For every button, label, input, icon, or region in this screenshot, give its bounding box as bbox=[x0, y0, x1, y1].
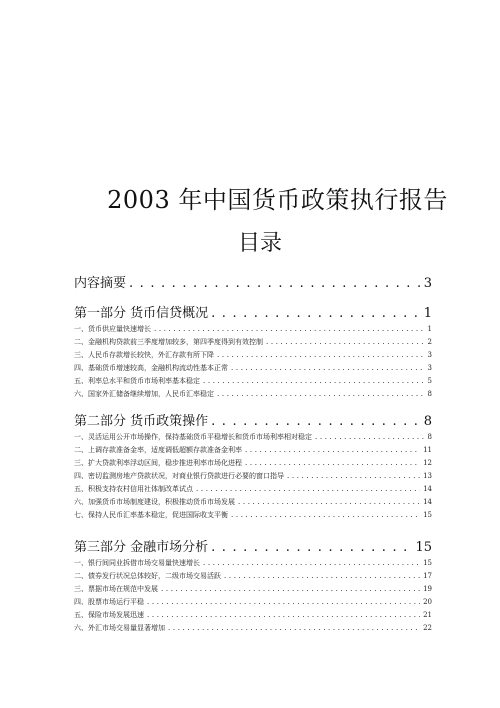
toc-item-label: 六、外汇市场交易量显著增加 bbox=[74, 624, 165, 632]
leader-dots bbox=[245, 446, 420, 454]
toc-part-label: 第三部分 金融市场分析 bbox=[74, 540, 209, 555]
toc-part-heading[interactable] bbox=[74, 302, 432, 324]
leader-dots bbox=[217, 351, 425, 359]
leader-dots bbox=[231, 364, 425, 372]
toc-part-page: 8 bbox=[423, 414, 432, 429]
toc-item-page: 11 bbox=[423, 446, 432, 454]
toc-item-page: 21 bbox=[423, 611, 432, 619]
toc-item-page: 15 bbox=[423, 559, 432, 567]
leader-dots bbox=[154, 325, 425, 333]
toc-heading: 目录 bbox=[237, 231, 282, 256]
toc-item-label: 一、银行间同业拆借市场交易量快速增长 bbox=[74, 559, 200, 567]
leader-dots bbox=[129, 276, 421, 291]
toc-item[interactable] bbox=[74, 610, 432, 623]
toc-item-page: 19 bbox=[423, 585, 432, 593]
leader-dots bbox=[238, 498, 420, 506]
toc-item-label: 一、灵活运用公开市场操作，保持基础货币平稳增长和货币市场利率相对稳定 bbox=[74, 433, 312, 441]
toc-item-label: 四、基础货币增速较高，金融机构流动性基本正常 bbox=[74, 364, 228, 372]
toc-part-page: 15 bbox=[415, 540, 432, 555]
toc-item-label: 三、人民币存款增长较快，外汇存款有所下降 bbox=[74, 351, 214, 359]
report-title: 2003 年中国货币政策执行报告 bbox=[107, 186, 448, 214]
toc-item-label: 二、金融机构贷款前三季度增加较多，第四季度得到有效控制 bbox=[74, 338, 263, 346]
toc-item-page: 13 bbox=[423, 472, 432, 480]
toc-item[interactable] bbox=[74, 571, 432, 584]
toc-item-label: 六、加强货币市场制度建设，积极推动货币市场发展 bbox=[74, 498, 235, 506]
toc-item[interactable] bbox=[74, 484, 432, 497]
toc-part-heading[interactable] bbox=[74, 410, 432, 432]
toc-part-label: 第一部分 货币信贷概况 bbox=[74, 306, 209, 321]
toc-part-3 bbox=[74, 536, 432, 636]
toc-item[interactable] bbox=[74, 497, 432, 510]
toc-item-label: 一、货币供应量快速增长 bbox=[74, 325, 151, 333]
toc-item-label: 三、票据市场在规范中发展 bbox=[74, 585, 158, 593]
leader-dots bbox=[196, 485, 420, 493]
leader-dots bbox=[211, 540, 412, 555]
toc-item-page: 1 bbox=[427, 325, 432, 333]
leader-dots bbox=[266, 338, 425, 346]
toc-item-label: 四、股票市场运行平稳 bbox=[74, 598, 144, 606]
toc-item-label: 二、债券发行状况总体较好，二级市场交易活跃 bbox=[74, 572, 221, 580]
toc-item-page: 17 bbox=[423, 572, 432, 580]
toc-entry-page: 3 bbox=[423, 276, 432, 291]
leader-dots bbox=[315, 433, 425, 441]
toc-item-page: 20 bbox=[423, 598, 432, 606]
toc-item-label: 四、密切监测房地产贷款状况，对商业银行贷款进行必要的窗口指导 bbox=[74, 472, 284, 480]
toc-part-2 bbox=[74, 410, 432, 523]
toc-item[interactable] bbox=[74, 324, 432, 337]
toc-item-page: 5 bbox=[427, 377, 432, 385]
leader-dots bbox=[287, 472, 420, 480]
leader-dots bbox=[147, 598, 420, 606]
toc-item[interactable] bbox=[74, 363, 432, 376]
toc-item-page: 14 bbox=[423, 498, 432, 506]
toc-summary bbox=[74, 272, 432, 294]
toc-item[interactable] bbox=[74, 376, 432, 389]
toc-item[interactable] bbox=[74, 471, 432, 484]
leader-dots bbox=[217, 390, 425, 398]
toc-item-label: 五、积极支持农村信用社体制改革试点 bbox=[74, 485, 193, 493]
toc-item[interactable] bbox=[74, 597, 432, 610]
toc-item[interactable] bbox=[74, 623, 432, 636]
toc-item-label: 二、上调存款准备金率，适度调低超额存款准备金利率 bbox=[74, 446, 242, 454]
toc-part-label: 第二部分 货币政策操作 bbox=[74, 414, 209, 429]
toc-item[interactable] bbox=[74, 510, 432, 523]
leader-dots bbox=[211, 414, 421, 429]
toc-item[interactable] bbox=[74, 584, 432, 597]
leader-dots bbox=[245, 459, 420, 467]
toc-part-heading[interactable] bbox=[74, 536, 432, 558]
toc-entry[interactable] bbox=[74, 272, 432, 294]
toc-item[interactable] bbox=[74, 458, 432, 471]
toc-item-label: 七、保持人民币汇率基本稳定，促进国际收支平衡 bbox=[74, 511, 228, 519]
toc-item-page: 3 bbox=[427, 364, 432, 372]
leader-dots bbox=[161, 585, 420, 593]
toc-item[interactable] bbox=[74, 432, 432, 445]
leader-dots bbox=[224, 572, 420, 580]
toc-item-page: 12 bbox=[423, 459, 432, 467]
toc-item-page: 22 bbox=[423, 624, 432, 632]
toc-item-page: 14 bbox=[423, 485, 432, 493]
toc-item[interactable] bbox=[74, 389, 432, 402]
toc-item[interactable] bbox=[74, 445, 432, 458]
toc-part-page: 1 bbox=[423, 306, 432, 321]
toc-item-label: 五、利率总水平和货币市场利率基本稳定 bbox=[74, 377, 200, 385]
toc-item-page: 8 bbox=[427, 433, 432, 441]
toc-item[interactable] bbox=[74, 337, 432, 350]
leader-dots bbox=[231, 511, 420, 519]
toc-item-page: 3 bbox=[427, 351, 432, 359]
toc-part-1 bbox=[74, 302, 432, 402]
toc-entry-label: 内容摘要 bbox=[74, 276, 127, 291]
leader-dots bbox=[147, 611, 420, 619]
toc-item-page: 15 bbox=[423, 511, 432, 519]
toc-item-page: 2 bbox=[427, 338, 432, 346]
toc-item[interactable] bbox=[74, 558, 432, 571]
toc-item-label: 三、扩大贷款利率浮动区间，稳步推进利率市场化进程 bbox=[74, 459, 242, 467]
leader-dots bbox=[203, 377, 425, 385]
leader-dots bbox=[203, 559, 420, 567]
leader-dots bbox=[211, 306, 421, 321]
toc-item-label: 六、国家外汇储备继续增加，人民币汇率稳定 bbox=[74, 390, 214, 398]
toc-item-page: 8 bbox=[427, 390, 432, 398]
leader-dots bbox=[168, 624, 420, 632]
toc-item[interactable] bbox=[74, 350, 432, 363]
toc-item-label: 五、保险市场发展迅速 bbox=[74, 611, 144, 619]
